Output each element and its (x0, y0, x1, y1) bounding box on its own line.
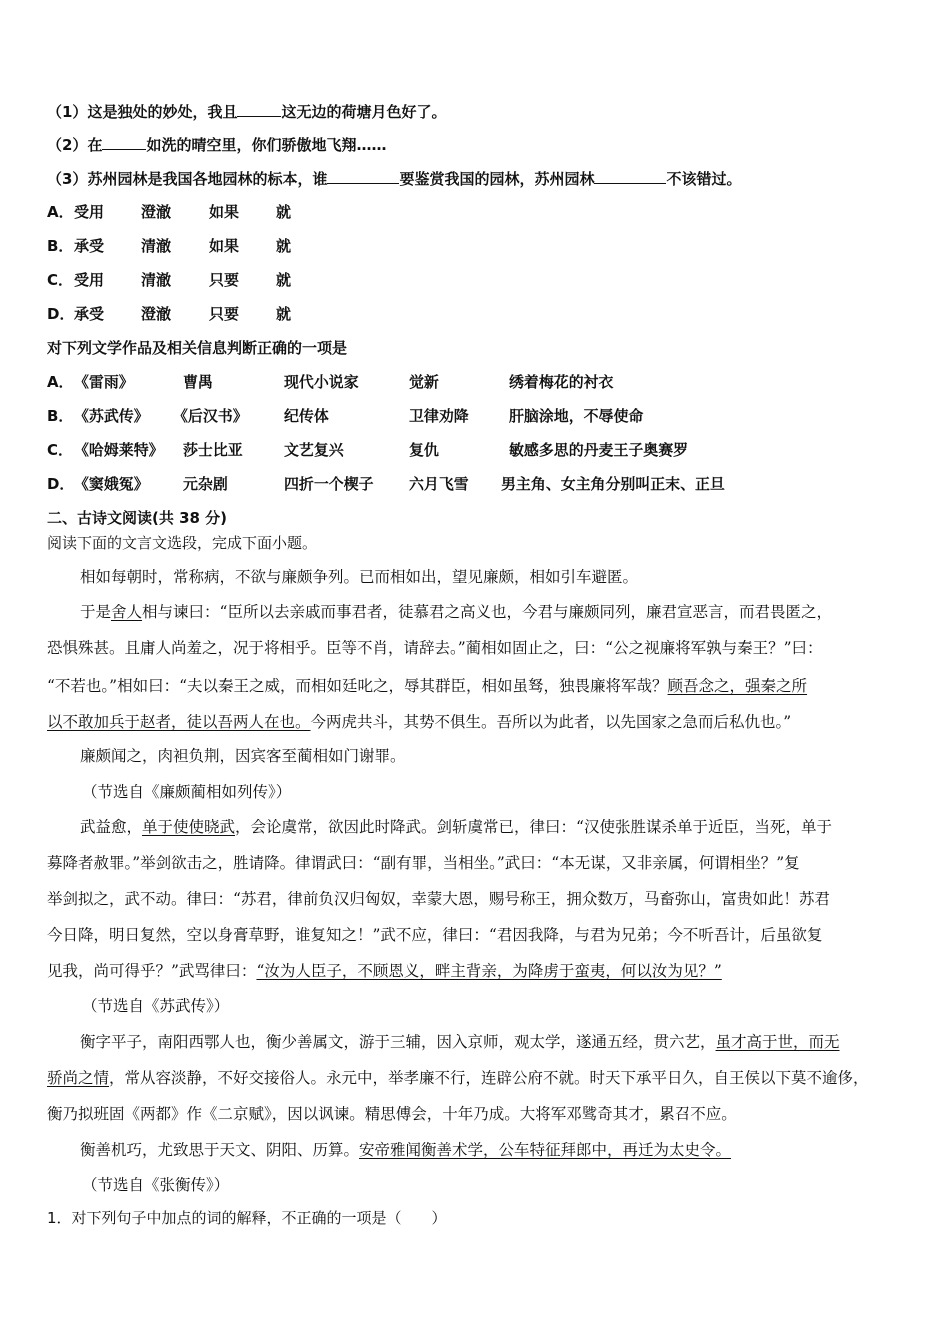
option-cell: 纪传体 (284, 407, 329, 425)
option-cell: 只要 (209, 271, 240, 289)
option-cell: 承受 (74, 305, 105, 323)
text-run: 武益愈， (80, 818, 143, 836)
passage-line (80, 601, 832, 623)
fill-line-1 (47, 101, 446, 123)
question-text: 对下列句子中加点的词的解释，不正确的一项是（ ） (71, 1209, 447, 1227)
option-cell: 就 (276, 271, 292, 289)
passage-line (80, 816, 832, 838)
option-cell: 复仇 (409, 441, 439, 459)
question-1 (47, 1207, 447, 1229)
text-run: 于是 (80, 603, 112, 621)
option-cell: 清澈 (141, 271, 172, 289)
passage-line: 今日降，明日复然，空以身膏草野，谁复知之！”武不应，律曰：“君因我降，与君为兄弟；今不听吾计，后虽欲复 (47, 926, 823, 944)
passage-line: 廉颇闻之，肉袒负荆，因宾客至蔺相如门谢罪。 (80, 747, 406, 765)
text-run: 相与谏曰：“臣所以去亲戚而事君者，徒慕君之高义也，今君与廉颇同列，廉君宣恶言，而君畏匿之， (142, 603, 832, 621)
option-cell: 文艺复兴 (284, 441, 344, 459)
answer-blank[interactable] (594, 168, 666, 184)
option-cell: 澄澈 (141, 305, 172, 323)
passage-line (47, 711, 791, 733)
text-run: ，常从容淡静，不好交接俗人。永元中，举孝廉不行，连辟公府不就。时天下承平日久，自王侯以下莫不逾侈， (109, 1069, 869, 1087)
option-cell: 承受 (74, 237, 105, 255)
option-cell: 澄澈 (141, 203, 172, 221)
option-cell: 《后汉书》 (173, 407, 248, 425)
section-heading: 二、古诗文阅读(共 38 分) (47, 509, 228, 527)
sentence-text: 如洗的晴空里，你们骄傲地飞翔…… (146, 136, 387, 154)
passage-line (80, 1031, 840, 1053)
option-cell: 男主角、女主角分别叫正末、正旦 (501, 475, 725, 493)
option-label: C． (47, 271, 74, 289)
option-label: D． (47, 475, 75, 493)
option-cell: 《苏武传》 (74, 407, 149, 425)
option-label: A． (47, 203, 74, 221)
underlined-sentence: 单于使使晓武 (142, 818, 236, 836)
underlined-sentence: 虽才高于世，而无 (715, 1033, 840, 1051)
answer-blank[interactable] (237, 101, 281, 117)
text-run: 衡字平子，南阳西鄂人也，衡少善属文，游于三辅，因入京师，观太学，遂通五经，贯六艺， (80, 1033, 716, 1051)
option-cell: 如果 (209, 203, 240, 221)
underlined-sentence: 以不敢加兵于赵者，徒以吾两人在也。 (47, 713, 311, 731)
option-cell: 觉新 (409, 373, 439, 391)
option-cell: 《窦娥冤》 (74, 475, 149, 493)
underlined-sentence: 骄尚之情 (47, 1069, 110, 1087)
option-cell: 卫律劝降 (409, 407, 469, 425)
sentence-text: 这无边的荷塘月色好了。 (281, 103, 447, 121)
option-cell: 莎士比亚 (183, 441, 243, 459)
text-run: 见我，尚可得乎？”武骂律曰： (47, 962, 257, 980)
underlined-sentence: 安帝雅闻衡善术学，公车特征拜郎中，再迁为太史令。 (359, 1141, 732, 1159)
sentence-text: 要鉴赏我国的园林，苏州园林 (399, 170, 595, 188)
option-label: B． (47, 237, 74, 255)
question-number: 1． (47, 1209, 72, 1227)
option-cell: 《哈姆莱特》 (74, 441, 164, 459)
text-run: ，会论虞常，欲因此时降武。剑斩虞常已，律曰：“汉使张胜谋杀单于近臣，当死，单于 (235, 818, 832, 836)
item-number: （2） (47, 136, 88, 154)
dotted-word: 舍人 (111, 603, 143, 621)
source-citation: （节选自《廉颇蔺相如列传》） (82, 783, 292, 801)
sentence-text: 苏州园林是我国各地园林的标本，谁 (87, 170, 328, 188)
item-number: （3） (47, 170, 88, 188)
fill-line-2 (47, 134, 386, 156)
sentence-text: 不该错过。 (666, 170, 742, 188)
passage-line: 恐惧殊甚。且庸人尚羞之，况于将相乎。臣等不肖，请辞去。”蔺相如固止之，曰：“公之视廉将军孰与秦王？”曰： (47, 639, 823, 657)
option-label: B． (47, 407, 74, 425)
option-cell: 受用 (74, 271, 105, 289)
option-cell: 肝脑涂地，不辱使命 (509, 407, 644, 425)
passage-line (47, 675, 807, 697)
text-run: 衡善机巧，尤致思于天文、阴阳、历算。 (80, 1141, 360, 1159)
option-cell: 元杂剧 (183, 475, 228, 493)
option-cell: 六月飞雪 (409, 475, 469, 493)
option-cell: 清澈 (141, 237, 172, 255)
sentence-text: 这是独处的妙处，我且 (87, 103, 238, 121)
sentence-text: 在 (87, 136, 103, 154)
option-cell: 绣着梅花的衬衣 (509, 373, 614, 391)
option-label: D． (47, 305, 75, 323)
item-number: （1） (47, 103, 88, 121)
option-cell: 《雷雨》 (74, 373, 134, 391)
option-cell: 敏感多思的丹麦王子奥赛罗 (509, 441, 689, 459)
passage-line: 举剑拟之，武不动。律曰：“苏君，律前负汉归匈奴，幸蒙大恩，赐号称王，拥众数万，马畜弥山，富贵如此！苏君 (47, 890, 830, 908)
source-citation: （节选自《张衡传》） (82, 1176, 230, 1194)
source-citation: （节选自《苏武传》） (82, 997, 230, 1015)
underlined-sentence: 顾吾念之，强秦之所 (667, 677, 808, 695)
option-cell: 受用 (74, 203, 105, 221)
passage-line (80, 1139, 731, 1161)
option-cell: 曹禺 (183, 373, 213, 391)
option-label: A． (47, 373, 74, 391)
underlined-sentence: “汝为人臣子，不顾恩义，畔主背亲，为降虏于蛮夷，何以汝为见？” (256, 962, 722, 980)
option-label: C． (47, 441, 73, 459)
passage-line: 募降者赦罪。”举剑欲击之，胜请降。律谓武曰：“副有罪，当相坐。”武曰：“本无谋，又非亲属，何谓相坐？”复 (47, 854, 800, 872)
option-cell: 就 (276, 203, 292, 221)
passage-line (47, 960, 722, 982)
passage-line: 衡乃拟班固《两都》作《二京赋》，因以讽谏。精思傅会，十年乃成。大将军邓骘奇其才，累召不应。 (47, 1105, 737, 1123)
option-cell: 现代小说家 (284, 373, 359, 391)
passage-line: 相如每朝时，常称病，不欲与廉颇争列。已而相如出，望见廉颇，相如引车避匿。 (80, 568, 639, 586)
answer-blank[interactable] (102, 134, 146, 150)
text-run: “不若也。”相如曰：“夫以秦王之威，而相如廷叱之，辱其群臣，相如虽驽，独畏廉将军哉？ (47, 677, 668, 695)
instruction-text: 阅读下面的文言文选段，完成下面小题。 (47, 534, 318, 552)
answer-blank[interactable] (327, 168, 399, 184)
fill-line-3 (47, 168, 741, 190)
question-stem: 对下列文学作品及相关信息判断正确的一项是 (47, 339, 348, 357)
option-cell: 如果 (209, 237, 240, 255)
passage-line (47, 1067, 869, 1089)
option-cell: 四折一个楔子 (284, 475, 374, 493)
option-cell: 就 (276, 237, 292, 255)
option-cell: 只要 (209, 305, 240, 323)
option-cell: 就 (276, 305, 292, 323)
text-run: 今两虎共斗，其势不俱生。吾所以为此者，以先国家之急而后私仇也。” (310, 713, 792, 731)
